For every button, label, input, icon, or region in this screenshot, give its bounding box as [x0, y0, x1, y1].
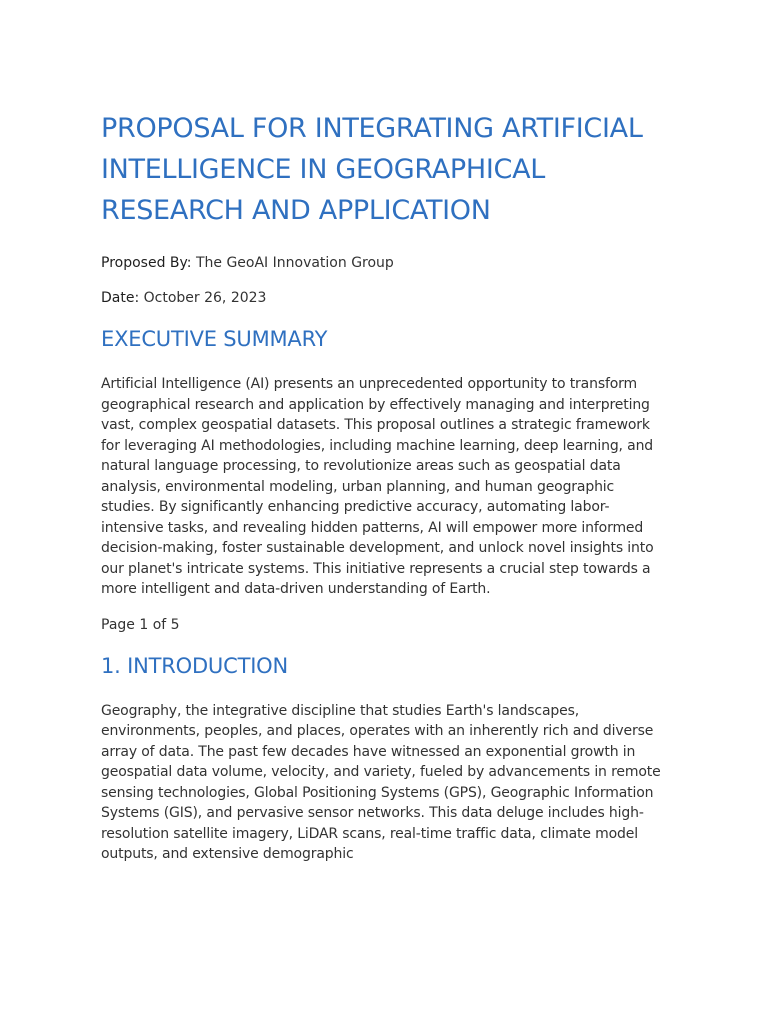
- proposed-by-value: The GeoAI Innovation Group: [195, 255, 394, 271]
- introduction-heading: 1. INTRODUCTION: [101, 653, 289, 678]
- executive-summary-text: Artificial Intelligence (AI) presents an unprecedented opportunity to transform geographical research and application by effectively managing and interpreting vast, complex geospatial datasets. This proposal outlines a strategic framework for leveraging AI methodologies, including machine learning, deep learning, and natural language processing, to revolutionize areas such as geospatial data analysis, environmental modeling, urban planning, and human geographic studies. By significantly enhancing predictive accuracy, automating labor-intensive tasks, and revealing hidden patterns, AI will empower more informed decision-making, foster sustainable development, and unlock novel insights into our planet's intricate systems. This initiative represents a crucial step towards a more intelligent and data-driven understanding of Earth.: [101, 376, 654, 597]
- proposed-by-label: Proposed By:: [101, 255, 192, 271]
- date-line: [101, 288, 669, 308]
- date-label: Date:: [101, 290, 140, 306]
- document-title: PROPOSAL FOR INTEGRATING ARTIFICIAL INTELLIGENCE IN GEOGRAPHICAL RESEARCH AND APPLICATION: [101, 113, 643, 226]
- date-value: October 26, 2023: [143, 290, 267, 306]
- document-page: [101, 108, 669, 865]
- executive-summary-heading: EXECUTIVE SUMMARY: [101, 327, 328, 351]
- proposed-by-line: [101, 253, 669, 273]
- page-number: Page 1 of 5: [101, 616, 180, 633]
- introduction-text: Geography, the integrative discipline that studies Earth's landscapes, environments, peoples, and places, operates with an inherently rich and diverse array of data. The past few decades have witnessed an exponential growth in geospatial data volume, velocity, and variety, fueled by advancements in remote sensing technologies, Global Positioning Systems (GPS), Geographic Information Systems (GIS), and pervasive sensor networks. This data deluge includes high-resolution satellite imagery, LiDAR scans, real-time traffic data, climate model outputs, and extensive demographic: [101, 702, 661, 862]
